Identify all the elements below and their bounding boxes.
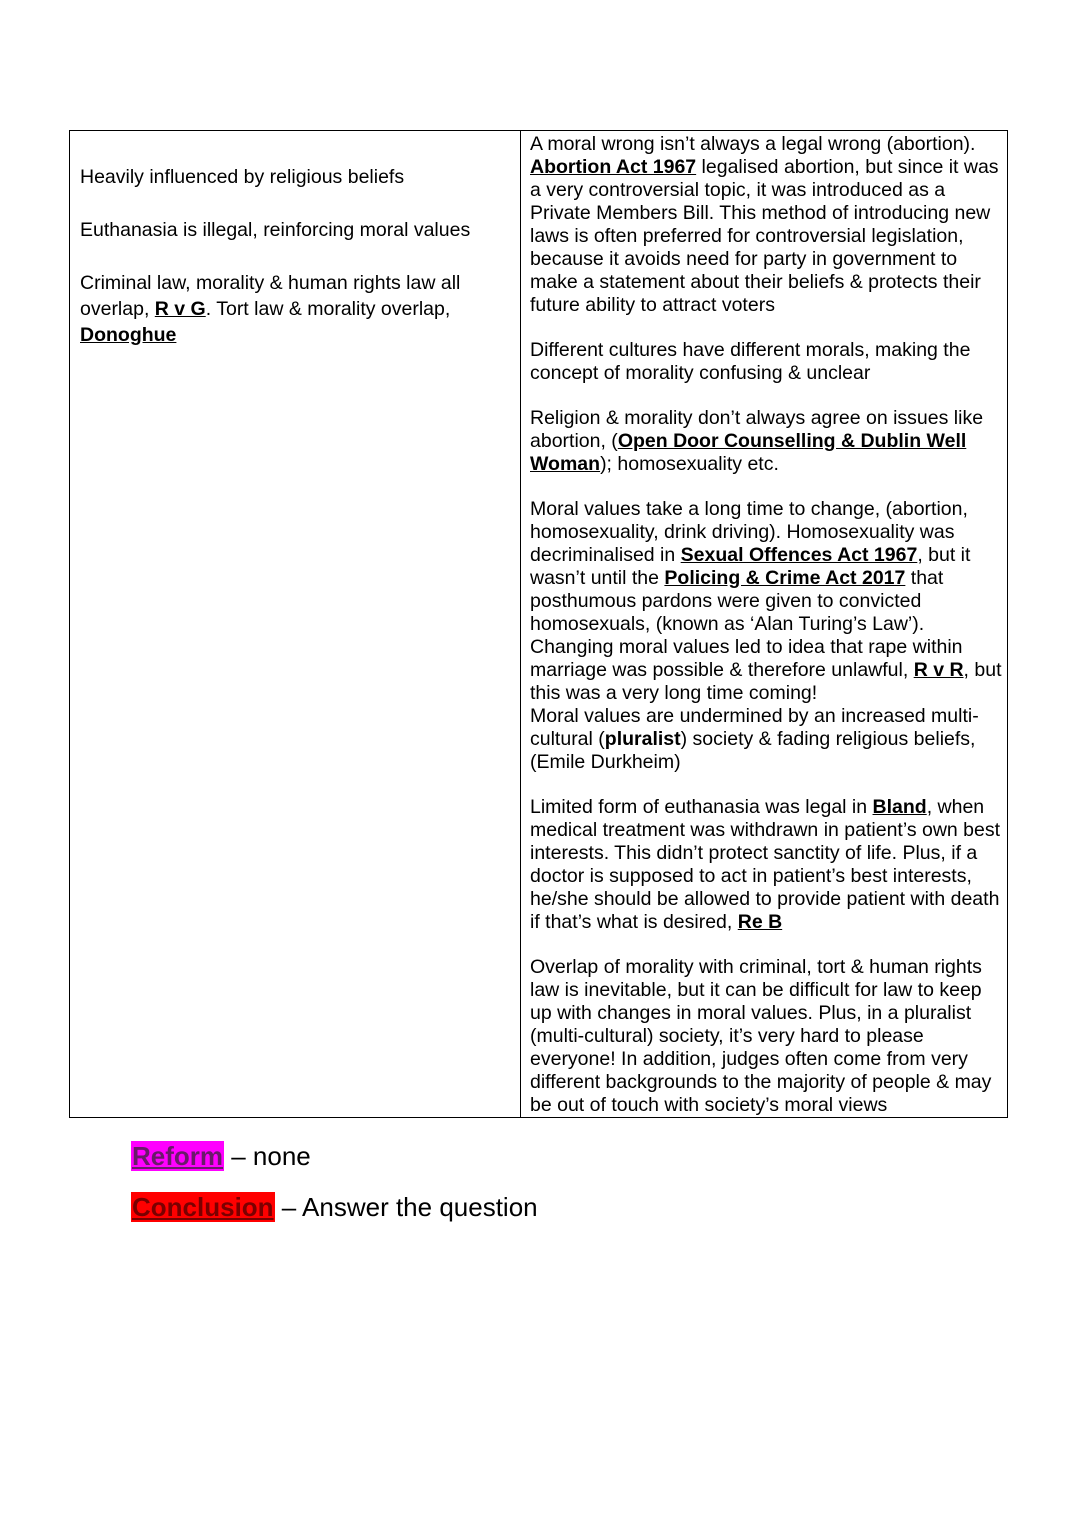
reform-line	[131, 1140, 311, 1172]
conclusion-label: Conclusion	[132, 1192, 274, 1222]
right-paragraph: Limited form of euthanasia was legal in Bland, when medical treatment was withdrawn in patient’s own best interests. This didn’t protect sanctity of life. Plus, if a doctor is supposed to act in patient’s best interests, he/she should be allowed to provide patient with death if that’s what is desired, Re B	[530, 796, 1001, 933]
right-paragraph: Different cultures have different morals, making the concept of morality confusing & unclear	[530, 339, 971, 384]
case-reference: Open Door Counselling & Dublin Well Woman	[530, 430, 967, 475]
statute-reference: Policing & Crime Act 2017	[664, 567, 906, 589]
case-reference: Re B	[737, 911, 783, 933]
key-term: pluralist	[604, 728, 681, 750]
reform-label: Reform	[132, 1141, 224, 1171]
right-paragraph: Moral values take a long time to change, (abortion, homosexuality, drink driving). Homosexuality was decriminalised in Sexual Offences Act 1967, but it wasn’t until the Policing & Crime Act 2017 that posthumous pardons were given to convicted homosexuals, (known as ‘Alan Turing’s Law’). Changing moral values led to idea that rape within marriage was possible & therefore unlawful, R v R, but this was a very long time coming!	[530, 498, 1002, 704]
case-reference: Donoghue	[80, 324, 177, 346]
statute-reference: Sexual Offences Act 1967	[680, 544, 918, 566]
left-column	[80, 164, 510, 375]
right-paragraph: Overlap of morality with criminal, tort & human rights law is inevitable, but it can be difficult for law to keep up with changes in moral values. Plus, in a pluralist (multi-cultural) society, it’s very hard to please everyone! In addition, judges often come from very different backgrounds to the majority of people & may be out of touch with society’s moral views	[530, 956, 992, 1116]
conclusion-line	[131, 1191, 538, 1223]
left-paragraph: Euthanasia is illegal, reinforcing moral values	[80, 219, 471, 241]
case-reference: R v G	[154, 298, 206, 320]
case-reference: R v R	[913, 659, 964, 681]
reform-text: – none	[224, 1141, 311, 1171]
right-column	[530, 133, 1002, 1117]
statute-reference: Abortion Act 1967	[530, 156, 697, 178]
evaluation-table	[69, 130, 1008, 1118]
right-paragraph: A moral wrong isn’t always a legal wrong (abortion). Abortion Act 1967 legalised abortion, but since it was a very controversial topic, it was introduced as a Private Members Bill. This method of introducing new laws is often preferred for controversial legislation, because it avoids need for party in government to make a statement about their beliefs & protects their future ability to attract voters	[530, 133, 999, 316]
left-paragraph: Heavily influenced by religious beliefs	[80, 166, 405, 188]
left-paragraph: Criminal law, morality & human rights law all overlap, R v G. Tort law & morality overlap, Donoghue	[80, 272, 461, 346]
column-divider	[520, 131, 521, 1117]
right-paragraph: Moral values are undermined by an increased multi-cultural (pluralist) society & fading religious beliefs, (Emile Durkheim)	[530, 705, 979, 773]
conclusion-text: – Answer the question	[274, 1192, 538, 1222]
right-paragraph: Religion & morality don’t always agree on issues like abortion, (Open Door Counselling & Dublin Well Woman); homosexuality etc.	[530, 407, 984, 475]
case-reference: Bland	[872, 796, 927, 818]
